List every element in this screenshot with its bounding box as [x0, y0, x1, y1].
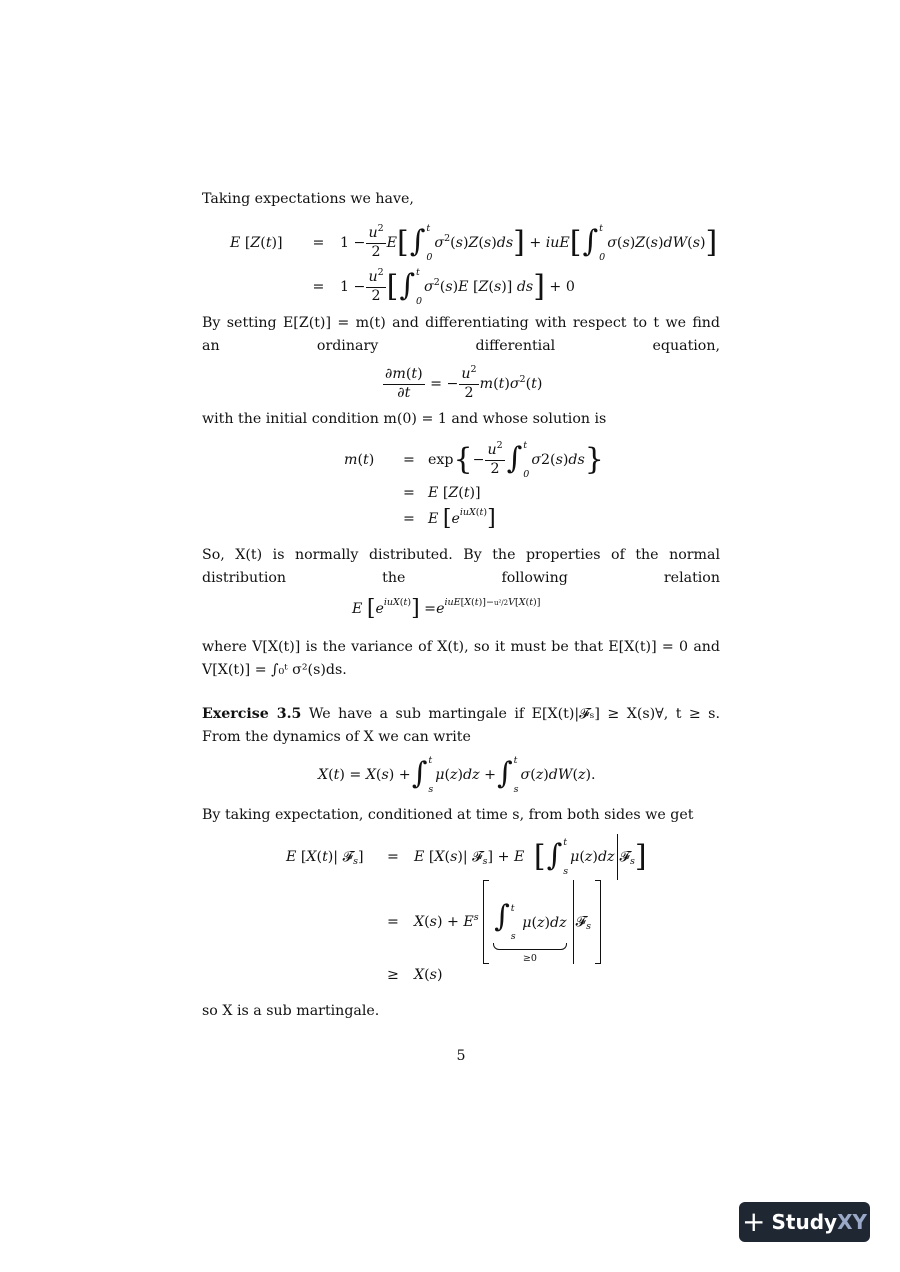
equation-dynamics: X(t) = X(s) + ∫ t s μ(z)dz + ∫ t s σ(z)dW(z). [318, 755, 596, 795]
equation-ode: $\frac{\partial m(t)}{\partial t}$ = − $\frac{u^2}{2}$ $m(t)\sigma^2(t)$ [385, 363, 543, 401]
variance-text: where V[X(t)] is the variance of X(t), so it must be that E[X(t)] = 0 and V[X(t)] = ∫₀ᵗ σ²(s)ds. [202, 639, 720, 678]
initial-text: with the initial condition m(0) = 1 and whose solution is [202, 411, 607, 427]
intro-text: Taking expectations we have, [202, 191, 414, 207]
exercise-label: Exercise 3.5 [202, 706, 302, 722]
equation-martingale: E [X(t)| 𝓕$_s$] = E [X(s)| 𝓕$_s$] + E [ ∫ t s μ(z)dz 𝓕$_s$ ] = $X(s) + E^s$ ∫ t s μ(z)dz ≥0 𝓕$_s$ ≥ X(s) [286, 834, 646, 984]
normal-distribution-paragraph [202, 544, 720, 589]
equation-characteristic: E [ e iuX(t) ] = e iuE[X(t)]−u²/2V[X(t)] [352, 596, 541, 621]
initial-condition-paragraph [202, 408, 720, 431]
equation-expectation-z: E [Z(t)] = 1 − $\frac{u^2}{2}$ E [ ∫ t 0 $\sigma^2(s)Z(s)ds$ ] + iuE [ ∫ t 0 σ(s)Z(s)dW(s) ] = 1 − $\frac{u^2}{2}$ [ ∫ t 0 $\sigma^2(s)E$ [Z(s)] ds ] + 0 [230, 222, 718, 307]
badge-brand [772, 1210, 867, 1234]
setting-paragraph [202, 312, 720, 357]
equation-solution: m(t) = exp { − $\frac{u^2}{2}$ ∫ t 0 σ2(s)ds } = E [Z(t)] = E [ e iuX(t) ] [344, 439, 604, 531]
badge-brand-b: XY [837, 1210, 867, 1234]
studyxy-badge[interactable] [739, 1202, 870, 1242]
normal-text: So, X(t) is normally distributed. By the properties of the normal distribution the following relation [202, 547, 720, 586]
page-number: 5 [456, 1048, 466, 1064]
plus-icon: + [742, 1205, 766, 1238]
expectation-paragraph [202, 804, 720, 827]
variance-paragraph [202, 636, 720, 681]
conclusion-paragraph [202, 1000, 720, 1023]
expectation-text: By taking expectation, conditioned at time s, from both sides we get [202, 807, 694, 823]
badge-brand-a: Study [771, 1210, 838, 1234]
setting-text: By setting E[Z(t)] = m(t) and differentiating with respect to t we find an ordinary differential equation, [202, 315, 720, 354]
exercise-paragraph [202, 703, 720, 748]
exercise-text: We have a sub martingale if E[X(t)|𝓕ₛ] ≥ X(s)∀, t ≥ s. From the dynamics of X we can write [202, 706, 720, 745]
conclusion-text: so X is a sub martingale. [202, 1003, 380, 1019]
intro-paragraph [202, 188, 720, 211]
